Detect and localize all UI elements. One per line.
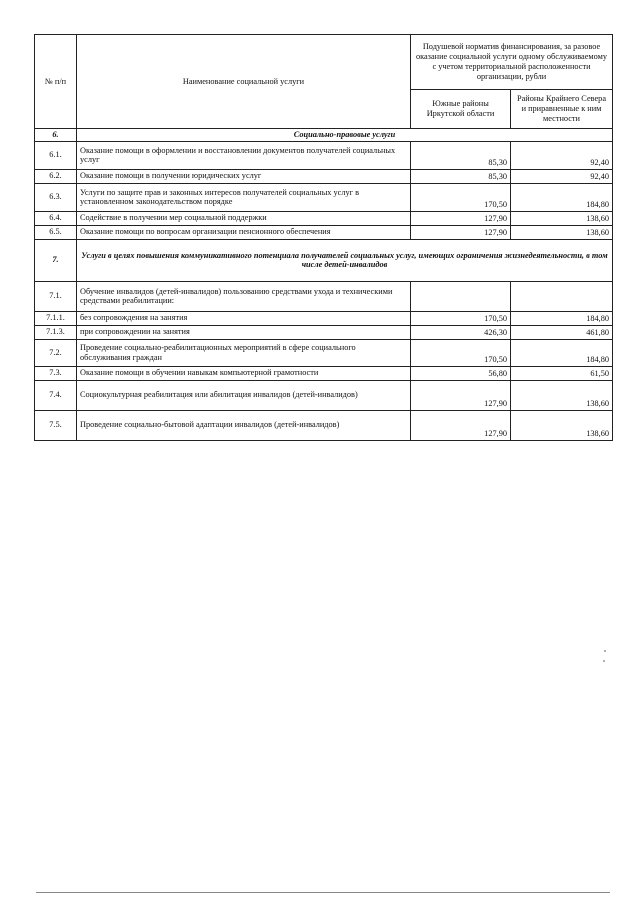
norms-table bbox=[34, 34, 613, 441]
row-north-value: 184,80 bbox=[511, 311, 613, 325]
section-6-row bbox=[35, 129, 613, 142]
scan-edge-line bbox=[36, 892, 610, 893]
table-row bbox=[35, 211, 613, 225]
row-south-value: 170,50 bbox=[411, 183, 511, 211]
row-south-value: 127,90 bbox=[411, 380, 511, 410]
row-number: 7.3. bbox=[35, 366, 77, 380]
row-service-name: Обучение инвалидов (детей-инвалидов) пользованию средствами ухода и техническими средствами реабилитации: bbox=[77, 281, 411, 311]
table-row bbox=[35, 366, 613, 380]
row-south-value: 127,90 bbox=[411, 211, 511, 225]
row-south-value: 170,50 bbox=[411, 339, 511, 366]
section-6-number: 6. bbox=[35, 129, 77, 142]
header-col-name: Наименование социальной услуги bbox=[77, 35, 411, 129]
row-south-value: 426,30 bbox=[411, 325, 511, 339]
table-row bbox=[35, 325, 613, 339]
row-number: 6.2. bbox=[35, 169, 77, 183]
row-service-name: Оказание помощи в получении юридических услуг bbox=[77, 169, 411, 183]
row-north-value: 138,60 bbox=[511, 211, 613, 225]
row-service-name: Оказание помощи в обучении навыкам компьютерной грамотности bbox=[77, 366, 411, 380]
section-7-row bbox=[35, 239, 613, 281]
row-south-value: 170,50 bbox=[411, 311, 511, 325]
table-row bbox=[35, 410, 613, 440]
scan-speck bbox=[603, 660, 605, 662]
header-col-number: № п/п bbox=[35, 35, 77, 129]
row-number: 6.3. bbox=[35, 183, 77, 211]
row-service-name: Проведение социально-реабилитационных мероприятий в сфере социального обслуживания граждан bbox=[77, 339, 411, 366]
header-col-south: Южные районы Иркутской области bbox=[411, 90, 511, 129]
row-south-value bbox=[411, 281, 511, 311]
row-service-name: без сопровождения на занятия bbox=[77, 311, 411, 325]
row-north-value: 138,60 bbox=[511, 380, 613, 410]
table-row bbox=[35, 339, 613, 366]
row-number: 6.5. bbox=[35, 225, 77, 239]
row-service-name: при сопровождении на занятия bbox=[77, 325, 411, 339]
row-service-name: Оказание помощи в оформлении и восстановлении документов получателей социальных услуг bbox=[77, 141, 411, 169]
row-number: 7.1. bbox=[35, 281, 77, 311]
table-row bbox=[35, 281, 613, 311]
table-row bbox=[35, 169, 613, 183]
table-row bbox=[35, 141, 613, 169]
row-service-name: Оказание помощи по вопросам организации пенсионного обеспечения bbox=[77, 225, 411, 239]
row-north-value: 184,80 bbox=[511, 339, 613, 366]
row-south-value: 85,30 bbox=[411, 141, 511, 169]
header-col-norm: Подушевой норматив финансирования, за разовое оказание социальной услуги одному обслуживаемому с учетом территориальной расположенности организации, рубли bbox=[411, 35, 613, 90]
row-north-value: 138,60 bbox=[511, 225, 613, 239]
row-north-value bbox=[511, 281, 613, 311]
row-service-name: Услуги по защите прав и законных интересов получателей социальных услуг в установленном законодательством порядке bbox=[77, 183, 411, 211]
section-7-number: 7. bbox=[35, 239, 77, 281]
row-service-name: Содействие в получении мер социальной поддержки bbox=[77, 211, 411, 225]
row-north-value: 461,80 bbox=[511, 325, 613, 339]
row-number: 7.2. bbox=[35, 339, 77, 366]
row-south-value: 56,80 bbox=[411, 366, 511, 380]
table-row bbox=[35, 380, 613, 410]
row-north-value: 92,40 bbox=[511, 141, 613, 169]
row-number: 7.1.3. bbox=[35, 325, 77, 339]
header-col-north: Районы Крайнего Севера и приравненные к ним местности bbox=[511, 90, 613, 129]
header-row bbox=[35, 35, 613, 90]
row-north-value: 61,50 bbox=[511, 366, 613, 380]
row-south-value: 127,90 bbox=[411, 410, 511, 440]
row-number: 7.1.1. bbox=[35, 311, 77, 325]
row-service-name: Социокультурная реабилитация или абилитация инвалидов (детей-инвалидов) bbox=[77, 380, 411, 410]
scan-speck bbox=[604, 650, 606, 652]
table-row bbox=[35, 225, 613, 239]
row-south-value: 85,30 bbox=[411, 169, 511, 183]
section-6-title: Социально-правовые услуги bbox=[77, 129, 613, 142]
row-number: 6.1. bbox=[35, 141, 77, 169]
row-service-name: Проведение социально-бытовой адаптации инвалидов (детей-инвалидов) bbox=[77, 410, 411, 440]
row-north-value: 92,40 bbox=[511, 169, 613, 183]
row-north-value: 184,80 bbox=[511, 183, 613, 211]
table-row bbox=[35, 183, 613, 211]
row-north-value: 138,60 bbox=[511, 410, 613, 440]
table-row bbox=[35, 311, 613, 325]
row-number: 7.5. bbox=[35, 410, 77, 440]
row-number: 6.4. bbox=[35, 211, 77, 225]
row-south-value: 127,90 bbox=[411, 225, 511, 239]
row-number: 7.4. bbox=[35, 380, 77, 410]
section-7-title: Услуги в целях повышения коммуникативного потенциала получателей социальных услуг, имеющих ограничения жизнедеятельности, в том числе детей-инвалидов bbox=[77, 239, 613, 281]
